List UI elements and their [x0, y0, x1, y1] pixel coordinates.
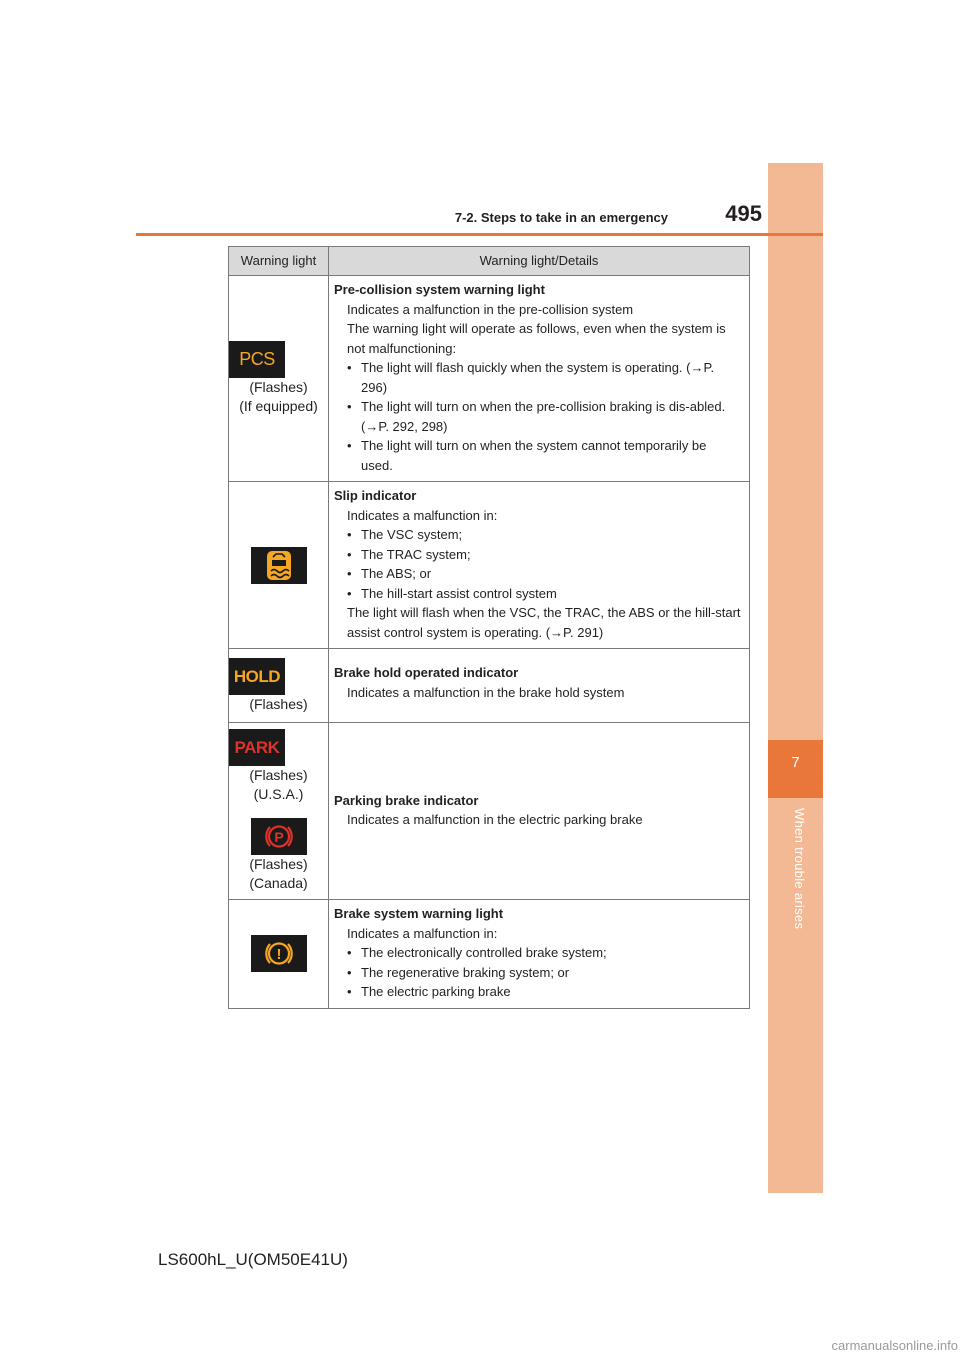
slip-indicator-icon: [251, 547, 307, 584]
bullet-item: • The regenerative braking system; or: [347, 964, 570, 980]
bullet-item: • The light will turn on when the pre-collision braking is dis-abled. (→P. 292, 298): [347, 399, 726, 434]
detail-line: Indicates a malfunction in:: [347, 507, 498, 523]
bullet-item: • The electric parking brake: [347, 984, 511, 999]
icon-cell: [229, 276, 329, 482]
row-title: Slip indicator: [334, 488, 417, 503]
detail-line: Indicates a malfunction in the brake hold system: [347, 684, 625, 700]
bullet-item: • The electronically controlled brake system;: [347, 945, 607, 960]
chapter-number-block: [768, 740, 823, 798]
chapter-side-tab: [768, 163, 823, 1193]
brake-system-warning-icon: [251, 935, 307, 972]
park-icon: PARK: [229, 729, 285, 766]
table-row: [229, 723, 750, 900]
caption: (Flashes): [249, 856, 308, 872]
parking-p-icon: [251, 818, 307, 855]
hold-icon: HOLD: [229, 658, 285, 695]
detail-line: The light will flash when the VSC, the TRAC, the ABS or the hill-start assist control system is operating. (→P. 291): [347, 605, 741, 640]
row-title: Brake system warning light: [334, 906, 504, 921]
column-header-warning-light: Warning light: [229, 247, 329, 276]
bullet-item: • The ABS; or: [347, 566, 432, 581]
model-code: LS600hL_U(OM50E41U): [158, 1250, 348, 1269]
detail-cell: [329, 276, 750, 482]
svg-text:P: P: [273, 829, 284, 845]
bullet-item: • The light will flash quickly when the system is operating. (→P. 296): [347, 360, 715, 395]
row-title: Parking brake indicator: [334, 792, 479, 808]
warning-light-table: [228, 246, 750, 1009]
detail-line: The warning light will operate as follows, even when the system is not malfunctioning:: [347, 321, 726, 356]
chapter-number: 7: [791, 754, 800, 771]
table-row: [229, 276, 750, 482]
column-header-details: Warning light/Details: [329, 247, 750, 276]
svg-text:!: !: [276, 946, 281, 964]
page-number: 495: [725, 201, 762, 226]
icon-cell: [229, 723, 329, 900]
table-header-row: [229, 247, 750, 276]
chapter-title: When trouble arises: [792, 808, 807, 930]
detail-cell: [329, 723, 750, 900]
bullet-item: • The light will turn on when the system cannot temporarily be used.: [347, 438, 707, 473]
icon-cell: [229, 649, 329, 723]
caption: (U.S.A.): [253, 786, 304, 802]
detail-cell: [329, 649, 750, 723]
detail-line: Indicates a malfunction in the pre-collision system: [347, 301, 634, 317]
caption: (Flashes): [249, 695, 308, 712]
icon-cell: [229, 482, 329, 649]
bullet-item: • The VSC system;: [347, 527, 463, 542]
row-title: Brake hold operated indicator: [334, 665, 519, 680]
row-title: Pre-collision system warning light: [334, 282, 545, 297]
section-title: 7-2. Steps to take in an emergency: [454, 210, 668, 225]
icon-cell: [229, 900, 329, 1009]
header-rule: [136, 233, 823, 236]
pcs-icon: PCS: [229, 341, 285, 378]
caption: (Flashes): [249, 767, 308, 783]
table-row: [229, 900, 750, 1009]
watermark: carmanualsonline.info: [831, 1338, 958, 1353]
detail-line: Indicates a malfunction in:: [347, 925, 498, 941]
caption: (Canada): [249, 875, 308, 891]
detail-line: Indicates a malfunction in the electric parking brake: [347, 812, 643, 827]
caption: (Flashes): [249, 379, 308, 395]
bullet-item: • The hill-start assist control system: [347, 585, 557, 601]
detail-cell: [329, 482, 750, 649]
caption: (If equipped): [239, 398, 318, 414]
table-row: [229, 482, 750, 649]
table-row: [229, 649, 750, 723]
detail-cell: [329, 900, 750, 1009]
bullet-item: • The TRAC system;: [347, 546, 471, 562]
